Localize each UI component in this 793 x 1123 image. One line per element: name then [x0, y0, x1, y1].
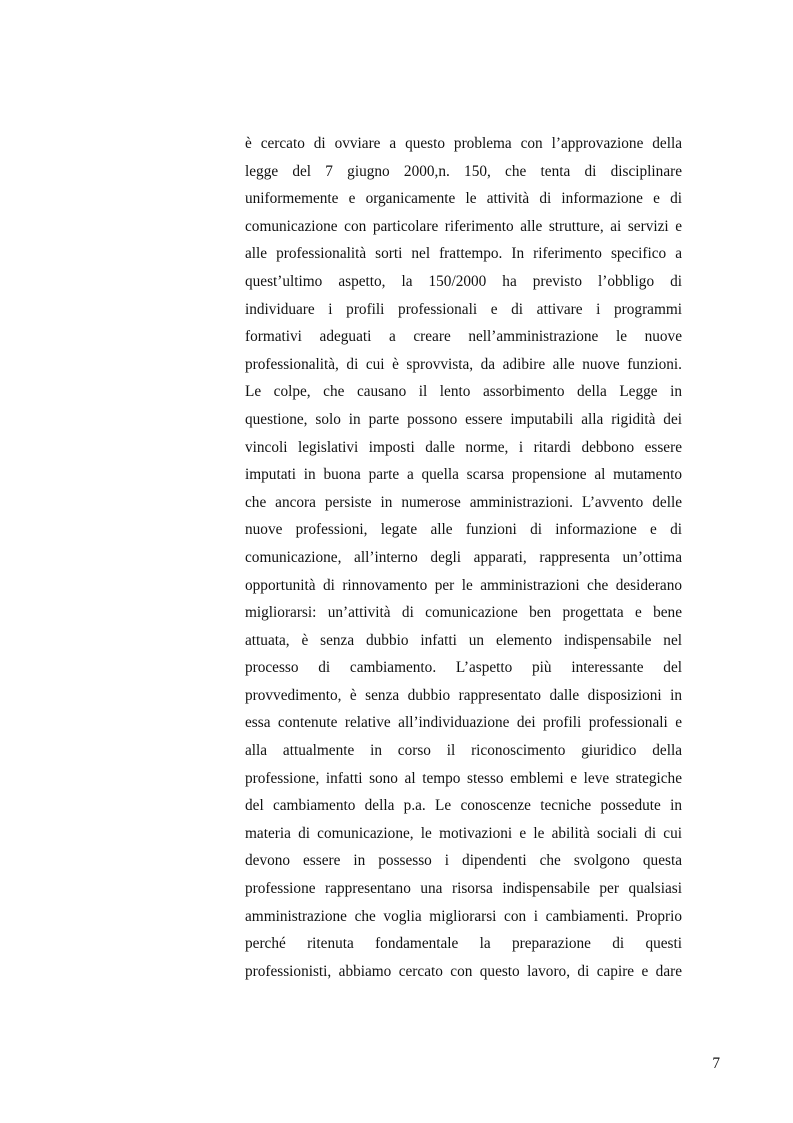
text-line: professionalità, di cui è sprovvista, da adibire alle nuove funzioni.: [245, 355, 682, 373]
text-line: è cercato di ovviare a questo problema con l’approvazione della: [245, 135, 682, 152]
text-line: imputati in buona parte a quella scarsa propensione al mutamento: [245, 466, 682, 484]
text-line: Le colpe, che causano il lento assorbimento della Legge in: [245, 383, 682, 401]
text-line: perché ritenuta fondamentale la preparazione di questi: [245, 935, 682, 953]
text-line: individuare i profili professionali e di attivare i programmi: [245, 300, 682, 318]
text-line: vincoli legislativi imposti dalle norme, i ritardi debbono essere: [245, 438, 682, 456]
text-line: comunicazione con particolare riferimento alle strutture, ai servizi e: [245, 217, 682, 235]
text-line: del cambiamento della p.a. Le conoscenze tecniche possedute in: [245, 797, 682, 815]
text-line: nuove professioni, legate alle funzioni di informazione e di: [245, 521, 682, 539]
text-line: formativi adeguati a creare nell’amministrazione le nuove: [245, 328, 682, 346]
text-line: attuata, è senza dubbio infatti un elemento indispensabile nel: [245, 631, 682, 649]
text-line: comunicazione, all’interno degli apparati, rappresenta un’ottima: [245, 548, 682, 566]
text-line: alla attualmente in corso il riconoscimento giuridico della: [245, 742, 682, 760]
text-line: che ancora persiste in numerose amministrazioni. L’avvento delle: [245, 493, 682, 511]
text-line: alle professionalità sorti nel frattempo. In riferimento specifico a: [245, 245, 682, 263]
text-line: uniformemente e organicamente le attività di informazione e di: [245, 190, 682, 208]
text-line: amministrazione che voglia migliorarsi con i cambiamenti. Proprio: [245, 907, 682, 925]
text-line: professione rappresentano una risorsa indispensabile per qualsiasi: [245, 880, 682, 898]
text-line: materia di comunicazione, le motivazioni e le abilità sociali di cui: [245, 824, 682, 842]
text-line: questione, solo in parte possono essere imputabili alla rigidità dei: [245, 410, 682, 428]
text-line: opportunità di rinnovamento per le amministrazioni che desiderano: [245, 576, 682, 594]
text-line: processo di cambiamento. L’aspetto più interessante del: [245, 659, 682, 677]
text-line: devono essere in possesso i dipendenti che svolgono questa: [245, 852, 682, 870]
text-line: professionisti, abbiamo cercato con questo lavoro, di capire e dare: [245, 962, 682, 980]
text-line: quest’ultimo aspetto, la 150/2000 ha previsto l’obbligo di: [245, 272, 682, 290]
page-number: 7: [712, 1055, 720, 1072]
text-line: essa contenute relative all’individuazione dei profili professionali e: [245, 714, 682, 732]
body-paragraph: [245, 130, 682, 985]
text-line: legge del 7 giugno 2000,n. 150, che tenta di disciplinare: [245, 162, 682, 180]
text-line: migliorarsi: un’attività di comunicazione ben progettata e bene: [245, 604, 682, 622]
text-line: professione, infatti sono al tempo stesso emblemi e leve strategiche: [245, 769, 682, 787]
text-line: provvedimento, è senza dubbio rappresentato dalle disposizioni in: [245, 686, 682, 704]
